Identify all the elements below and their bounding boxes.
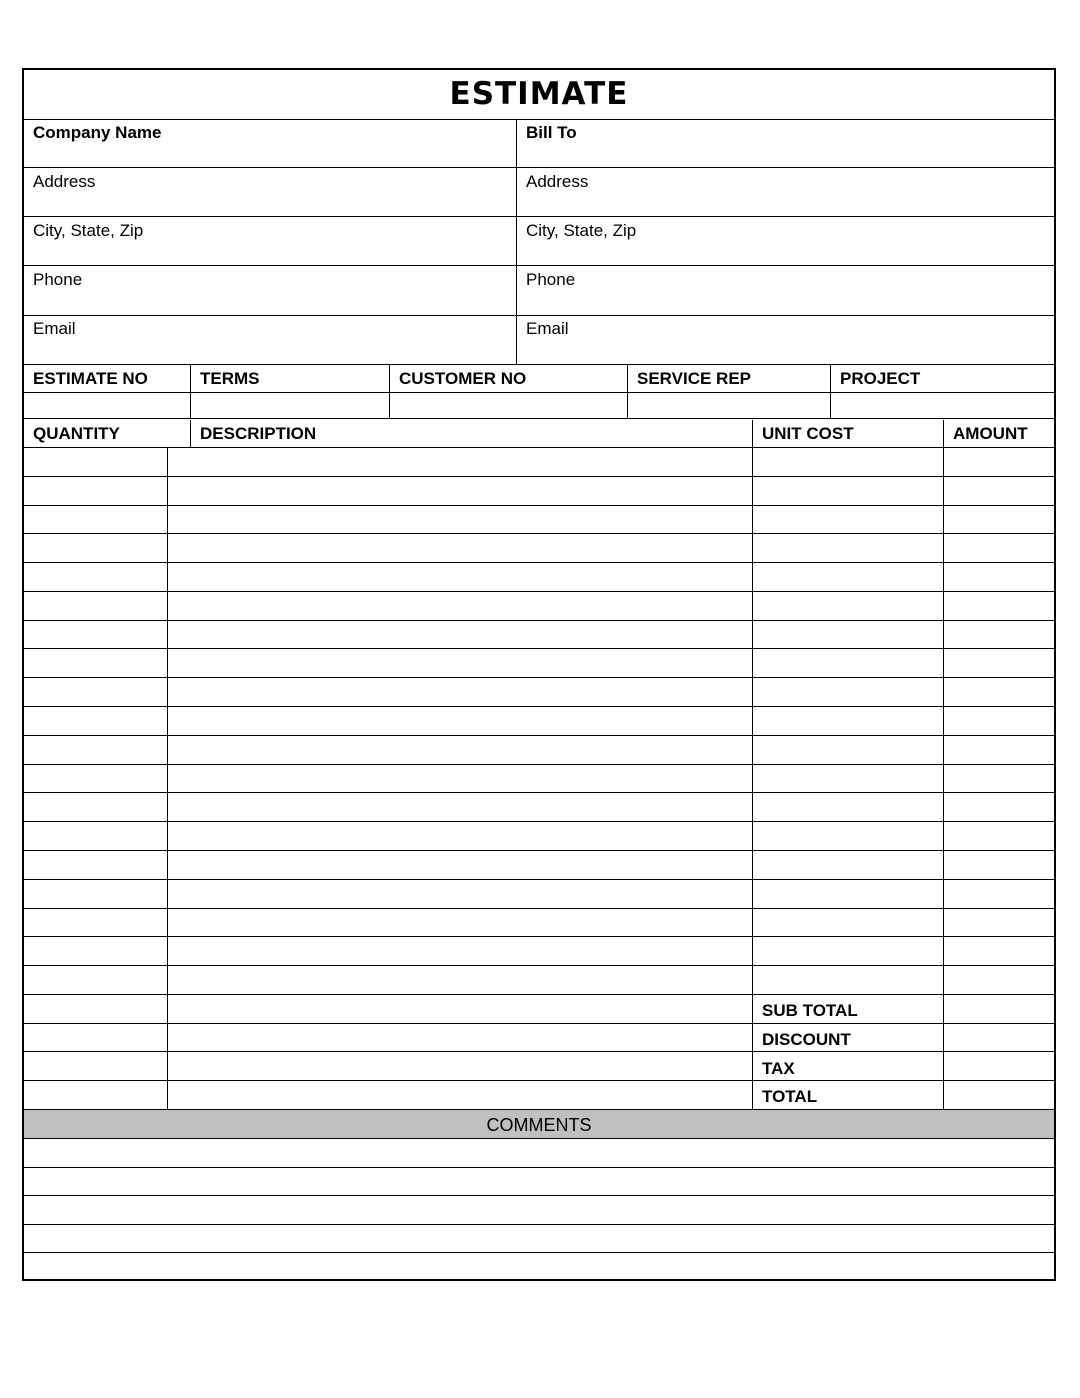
bill-to-address-field[interactable] [517,168,1054,217]
service-rep-label: SERVICE REP [637,369,752,388]
company-name-field[interactable] [24,119,517,168]
divider [24,364,1054,365]
company-email-field[interactable] [24,315,517,364]
company-address-label: Address [33,172,96,191]
divider [24,418,1054,419]
table-row[interactable] [24,880,1054,908]
company-email-label: Email [33,319,76,338]
comment-line [24,1167,1054,1168]
company-city-label: City, State, Zip [33,221,144,240]
table-row[interactable] [24,563,1054,591]
table-row[interactable] [24,1024,1054,1052]
unit-cost-header [753,421,944,448]
amount-header [944,421,1054,448]
table-row[interactable] [24,793,1054,821]
company-address-field[interactable] [24,168,517,217]
table-row[interactable] [24,1052,1054,1080]
company-name-label: Company Name [33,123,162,142]
unit-cost-label: UNIT COST [762,424,854,443]
company-city-field[interactable] [24,217,517,266]
discount-label: DISCOUNT [762,1030,851,1049]
bill-to-city-label: City, State, Zip [526,221,637,240]
form-title: ESTIMATE [24,70,1054,120]
sub-total-label: SUB TOTAL [762,1001,858,1020]
divider [190,420,191,448]
bill-to-phone-label: Phone [526,270,576,289]
bill-to-email-field[interactable] [517,315,1054,364]
table-row[interactable] [24,649,1054,677]
table-row[interactable] [24,909,1054,937]
bill-to-field[interactable] [517,119,1054,168]
divider [24,392,1054,393]
divider [24,167,1054,168]
estimate-no-label: ESTIMATE NO [33,369,148,388]
bill-to-email-label: Email [526,319,569,338]
table-row[interactable] [24,534,1054,562]
comment-line [24,1138,1054,1139]
table-row[interactable] [24,937,1054,965]
table-row[interactable] [24,621,1054,649]
table-row[interactable] [24,851,1054,879]
table-row[interactable] [24,736,1054,764]
table-row[interactable] [24,1081,1054,1109]
table-row[interactable] [24,448,1054,476]
table-row[interactable] [24,477,1054,505]
service-rep-input[interactable] [628,393,831,418]
divider [830,364,831,419]
divider [190,364,191,419]
table-row[interactable] [24,765,1054,793]
project-input[interactable] [831,393,1054,418]
estimate-no-input[interactable] [24,393,191,418]
estimate-no-header [24,366,191,392]
table-row[interactable] [24,592,1054,620]
terms-label: TERMS [200,369,260,388]
bill-to-label: Bill To [526,123,577,142]
amount-label: AMOUNT [953,424,1028,443]
table-row[interactable] [24,966,1054,994]
terms-header [191,366,390,392]
divider [24,216,1054,217]
table-row[interactable] [24,707,1054,735]
comment-line [24,1252,1054,1253]
customer-no-header [390,366,628,392]
company-phone-label: Phone [33,270,83,289]
table-row[interactable] [24,506,1054,534]
divider [24,315,1054,316]
divider [627,364,628,419]
table-row[interactable] [24,822,1054,850]
description-header [191,421,752,448]
table-row[interactable] [24,678,1054,706]
estimate-form [22,68,1056,1281]
terms-input[interactable] [191,393,390,418]
divider [516,119,517,364]
quantity-header [24,421,191,448]
service-rep-header [628,366,831,392]
divider [24,265,1054,266]
bill-to-address-label: Address [526,172,589,191]
quantity-label: QUANTITY [33,424,120,443]
comment-line [24,1195,1054,1196]
comments-header: COMMENTS [24,1110,1054,1138]
bill-to-phone-field[interactable] [517,266,1054,315]
divider [389,364,390,419]
project-header [831,366,1054,392]
customer-no-label: CUSTOMER NO [399,369,527,388]
project-label: PROJECT [840,369,921,388]
bill-to-city-field[interactable] [517,217,1054,266]
total-label: TOTAL [762,1087,818,1106]
comment-line [24,1224,1054,1225]
company-phone-field[interactable] [24,266,517,315]
customer-no-input[interactable] [390,393,628,418]
table-row[interactable] [24,995,1054,1023]
description-label: DESCRIPTION [200,424,317,443]
tax-label: TAX [762,1059,795,1078]
